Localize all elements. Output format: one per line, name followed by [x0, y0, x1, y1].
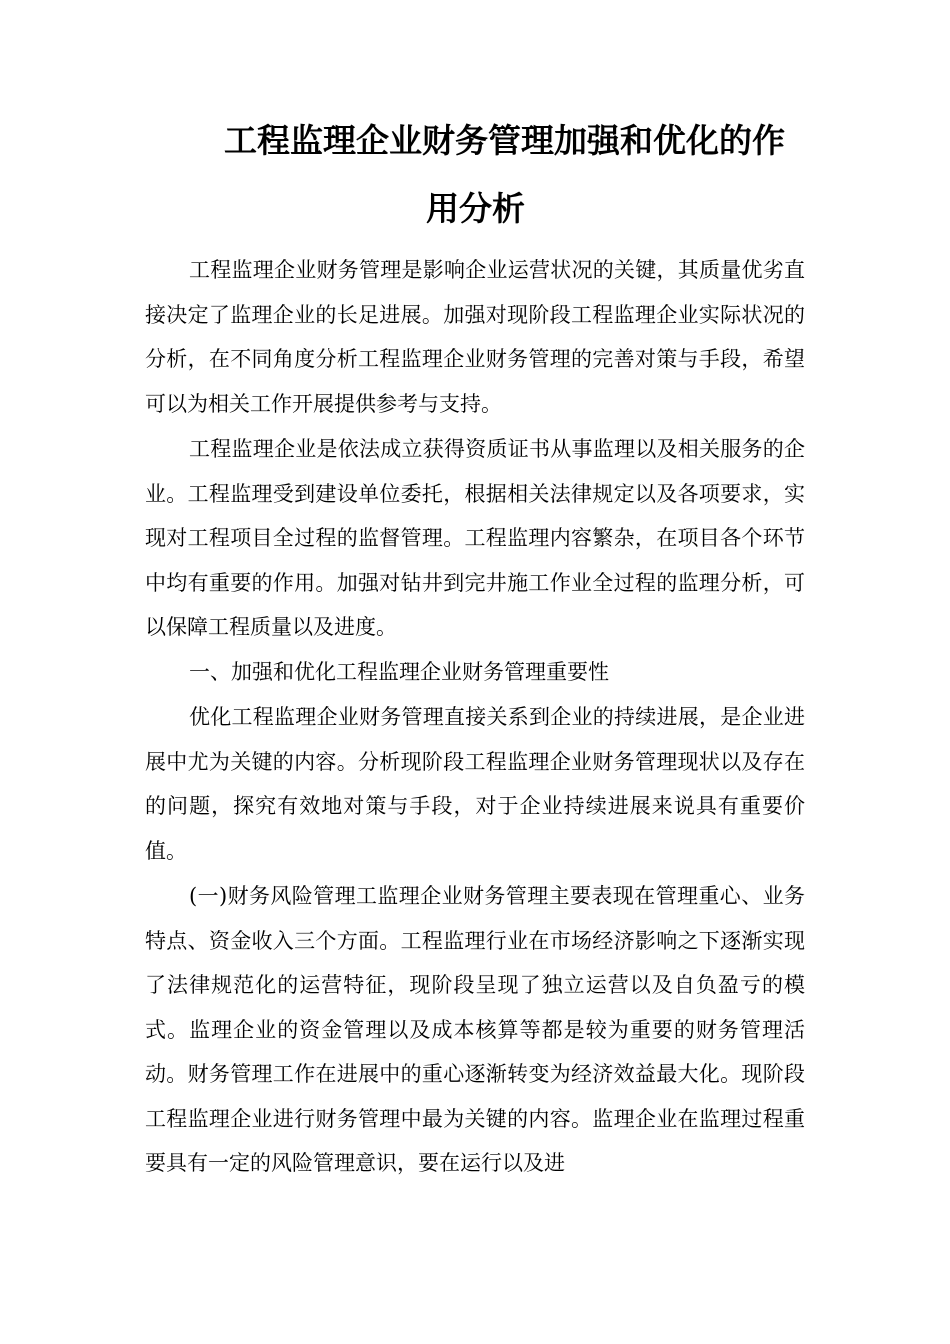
- section-heading-1: 一、加强和优化工程监理企业财务管理重要性: [189, 660, 609, 684]
- document-title-line-1: 工程监理企业财务管理加强和优化的作: [224, 121, 785, 160]
- paragraph-importance: 优化工程监理企业财务管理直接关系到企业的持续进展，是企业进展中尤为关键的内容。分析现阶段工程监理企业财务管理现状以及存在的问题，探究有效地对策与手段，对于企业持续进展来说具有重要价值。: [145, 705, 805, 863]
- paragraph-definition: 工程监理企业是依法成立获得资质证书从事监理以及相关服务的企业。工程监理受到建设单位委托，根据相关法律规定以及各项要求，实现对工程项目全过程的监督管理。工程监理内容繁杂，在项目各个环节中均有重要的作用。加强对钻井到完井施工作业全过程的监理分析，可以保障工程质量以及进度。: [145, 437, 805, 639]
- paragraph-intro: 工程监理企业财务管理是影响企业运营状况的关键，其质量优劣直接决定了监理企业的长足进展。加强对现阶段工程监理企业实际状况的分析，在不同角度分析工程监理企业财务管理的完善对策与手段，希望可以为相关工作开展提供参考与支持。: [145, 258, 805, 416]
- paragraph-financial-risk: (一)财务风险管理工监理企业财务管理主要表现在管理重心、业务特点、资金收入三个方面。工程监理行业在市场经济影响之下逐渐实现了法律规范化的运营特征，现阶段呈现了独立运营以及自负盈亏的模式。监理企业的资金管理以及成本核算等都是较为重要的财务管理活动。财务管理工作在进展中的重心逐渐转变为经济效益最大化。现阶段工程监理企业进行财务管理中最为关键的内容。监理企业在监理过程重要具有一定的风险管理意识，要在运行以及进: [145, 884, 805, 1175]
- document-title-line-2: 用分析: [426, 189, 525, 228]
